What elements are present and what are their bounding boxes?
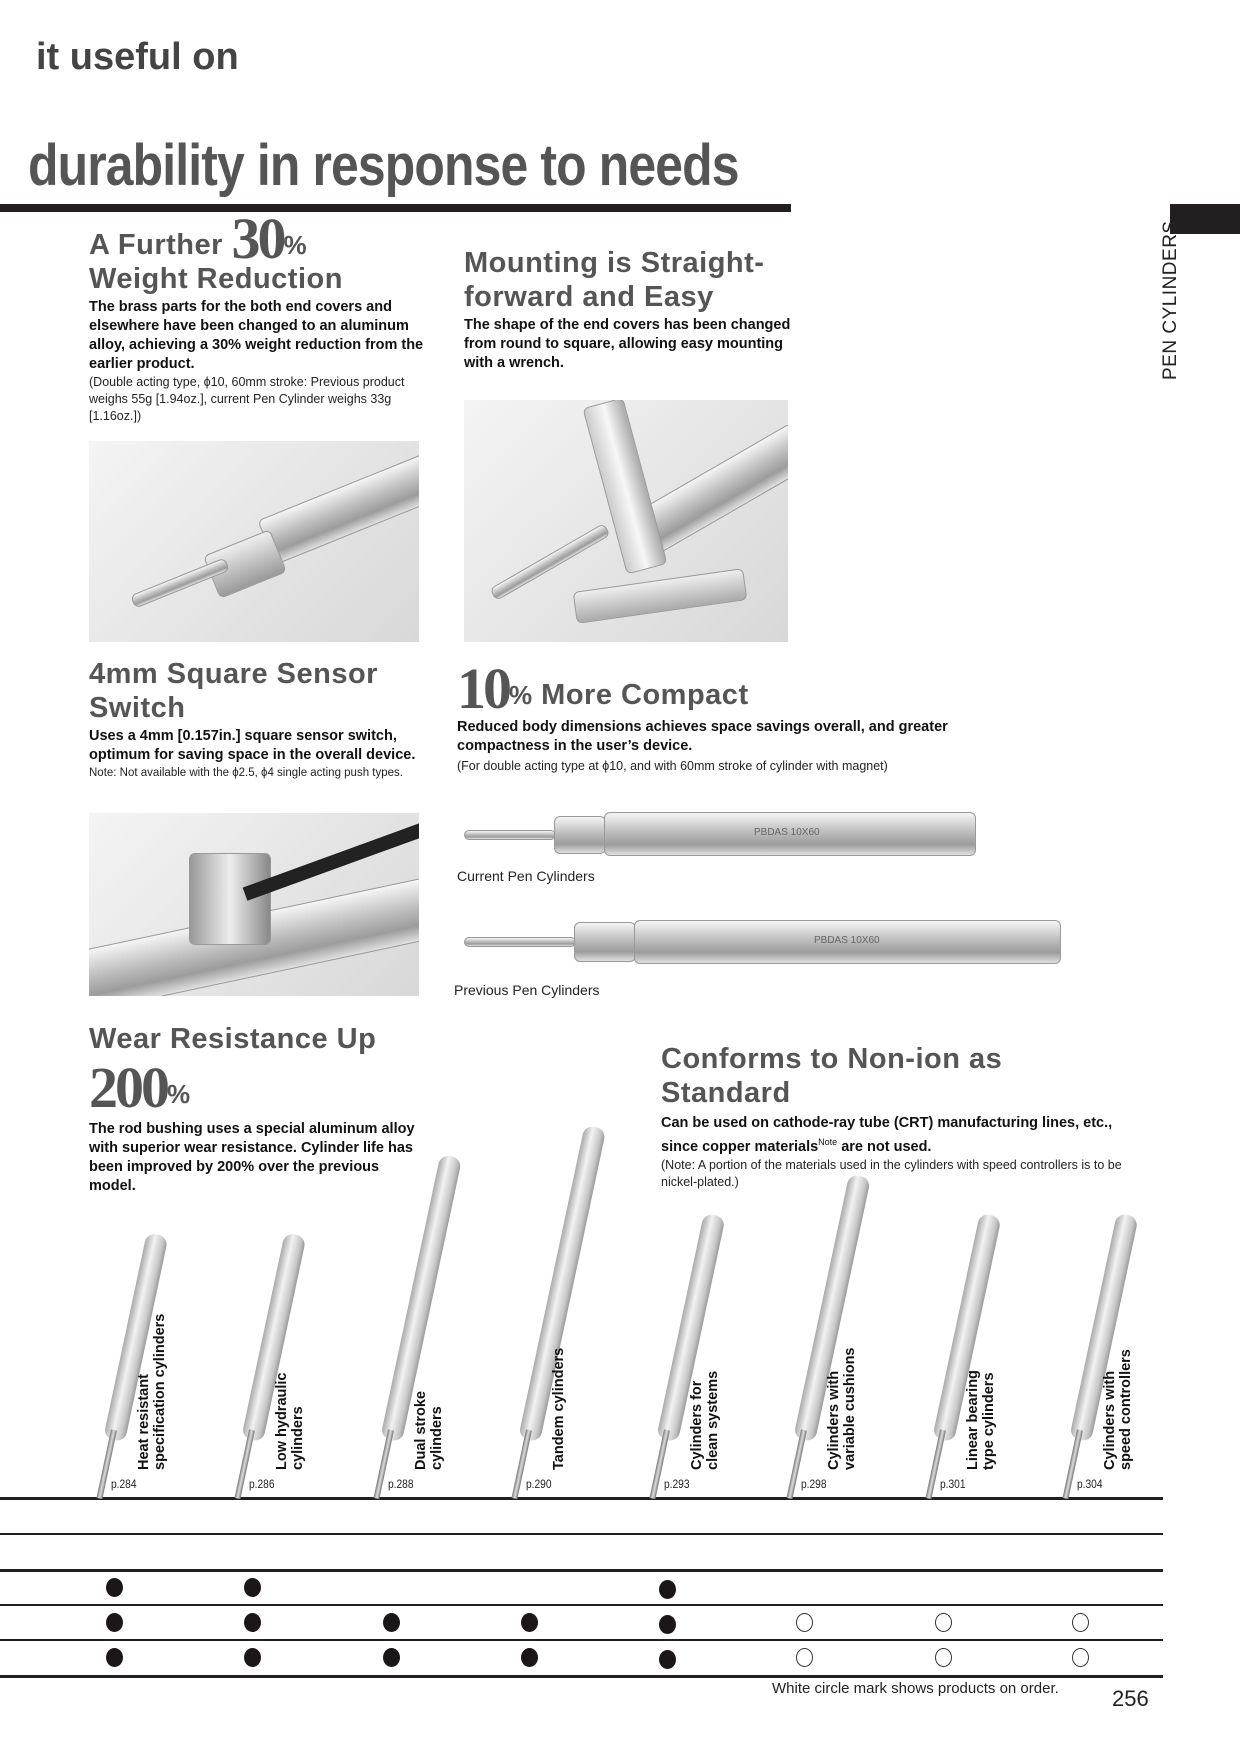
body-text: are not used. bbox=[837, 1138, 932, 1155]
heading-line2: forward and Easy bbox=[464, 281, 714, 313]
cylinder-marking: PBDAS 10X60 bbox=[754, 827, 820, 838]
product-page-ref[interactable]: p.290 bbox=[526, 1477, 552, 1491]
section-body: The brass parts for the both end covers and elsewhere have been changed to an aluminum alloy, achieving a 30% weight reduction from the earlier product. bbox=[89, 299, 424, 372]
section-heading bbox=[457, 656, 1017, 721]
section-body: Reduced body dimensions achieves space savings overall, and greater compactness in the user’s device. bbox=[457, 719, 948, 754]
filled-circle-icon bbox=[383, 1613, 400, 1632]
section-sensor bbox=[89, 657, 429, 782]
section-heading: Conforms to Non-ion as Standard bbox=[661, 1043, 1003, 1109]
section-body: Uses a 4mm [0.157in.] square sensor switch, optimum for saving space in the overall device. bbox=[89, 728, 416, 763]
heading-line2: Weight Reduction bbox=[89, 263, 343, 295]
product-name[interactable] bbox=[1102, 1349, 1134, 1470]
section-body: The rod bushing uses a special aluminum alloy with superior wear resistance. Cylinder life has been improved by 200% over the previous model. bbox=[89, 1121, 415, 1194]
open-circle-icon bbox=[796, 1648, 813, 1667]
product-name-line1: Dual stroke bbox=[413, 1391, 429, 1470]
product-name-line1: Linear bearing bbox=[965, 1370, 981, 1470]
product-name-line1: Heat resistant bbox=[136, 1374, 152, 1470]
product-name[interactable] bbox=[413, 1391, 445, 1470]
filled-circle-icon bbox=[659, 1650, 676, 1669]
previous-cylinders-label: Previous Pen Cylinders bbox=[454, 982, 600, 998]
product-name[interactable] bbox=[274, 1373, 306, 1471]
section-mounting bbox=[464, 246, 804, 373]
heading-number: 200 bbox=[89, 1055, 167, 1120]
top-title: it useful on bbox=[36, 36, 239, 78]
product-name[interactable] bbox=[551, 1348, 567, 1470]
cylinder-marking: PBDAS 10X60 bbox=[814, 935, 880, 946]
table-rule bbox=[0, 1639, 1163, 1641]
product-page-ref[interactable]: p.304 bbox=[1077, 1477, 1103, 1491]
filled-circle-icon bbox=[244, 1578, 261, 1597]
side-tab-label: PEN CYLINDERS bbox=[1160, 220, 1181, 380]
filled-circle-icon bbox=[244, 1648, 261, 1667]
product-name-line2: speed controllers bbox=[1118, 1349, 1134, 1470]
heading-line1: Mounting is Straight- bbox=[464, 247, 765, 279]
product-page-ref[interactable]: p.301 bbox=[940, 1477, 966, 1491]
product-name-line2: clean systems bbox=[705, 1370, 721, 1470]
product-name-line1: Cylinders for bbox=[689, 1380, 705, 1470]
heading-number: 10 bbox=[457, 656, 509, 721]
open-circle-icon bbox=[935, 1613, 952, 1632]
filled-circle-icon bbox=[106, 1648, 123, 1667]
section-weight bbox=[89, 206, 429, 425]
section-heading bbox=[89, 206, 429, 271]
product-name-line2: specification cylinders bbox=[152, 1313, 168, 1470]
heading-line1: Wear Resistance Up bbox=[89, 1023, 377, 1055]
product-name[interactable] bbox=[965, 1370, 997, 1470]
heading-percent: % bbox=[167, 1079, 191, 1109]
heading-text: A Further bbox=[89, 229, 232, 261]
section-heading bbox=[89, 1055, 429, 1120]
page-number: 256 bbox=[1112, 1686, 1149, 1711]
body-superscript: Note bbox=[818, 1137, 838, 1147]
product-page-ref[interactable]: p.284 bbox=[111, 1477, 137, 1491]
section-note: (For double acting type at ϕ10, and with 60mm stroke of cylinder with magnet) bbox=[457, 759, 888, 773]
current-cylinder-image bbox=[464, 810, 1014, 858]
heading-line2: Switch bbox=[89, 692, 186, 724]
section-note: (Note: A portion of the materials used in the cylinders with speed controllers is to be nickel-plated.) bbox=[661, 1157, 1122, 1189]
section-body: The shape of the end covers has been changed from round to square, allowing easy mounting with a wrench. bbox=[464, 317, 791, 371]
filled-circle-icon bbox=[106, 1613, 123, 1632]
footer-note: White circle mark shows products on order. bbox=[772, 1680, 1059, 1697]
open-circle-icon bbox=[935, 1648, 952, 1667]
section-body bbox=[661, 1114, 1131, 1157]
section-compact bbox=[457, 656, 1017, 775]
title-rule bbox=[0, 204, 791, 212]
sensor-photo bbox=[89, 813, 419, 996]
filled-circle-icon bbox=[383, 1648, 400, 1667]
product-page-ref[interactable]: p.288 bbox=[388, 1477, 414, 1491]
table-rule bbox=[0, 1533, 1163, 1535]
body-text: Can be used on cathode-ray tube (CRT) manufacturing lines, etc., since copper materials bbox=[661, 1115, 1113, 1155]
table-rule bbox=[0, 1675, 1163, 1678]
product-name-line2: cylinders bbox=[429, 1406, 445, 1470]
table-rule bbox=[0, 1497, 1163, 1500]
product-page-ref[interactable]: p.298 bbox=[801, 1477, 827, 1491]
previous-cylinder-image bbox=[464, 916, 1064, 966]
open-circle-icon bbox=[796, 1613, 813, 1632]
main-title: durability in response to needs bbox=[28, 133, 739, 198]
open-circle-icon bbox=[1072, 1648, 1089, 1667]
weight-photo bbox=[89, 441, 419, 642]
product-page-ref[interactable]: p.286 bbox=[249, 1477, 275, 1491]
product-name-line1: Cylinders with bbox=[826, 1370, 842, 1470]
table-rule bbox=[0, 1569, 1163, 1572]
product-name[interactable] bbox=[136, 1314, 168, 1470]
section-nonion bbox=[661, 1042, 1131, 1191]
section-note: Note: Not available with the ϕ2.5, ϕ4 single acting push types. bbox=[89, 767, 403, 779]
product-page-ref[interactable]: p.293 bbox=[664, 1477, 690, 1491]
heading-number: 30 bbox=[231, 206, 284, 271]
current-cylinders-label: Current Pen Cylinders bbox=[457, 868, 595, 884]
filled-circle-icon bbox=[659, 1580, 676, 1599]
heading-line1: 4mm Square Sensor bbox=[89, 658, 378, 690]
mounting-photo bbox=[464, 400, 788, 642]
filled-circle-icon bbox=[521, 1648, 538, 1667]
filled-circle-icon bbox=[244, 1613, 261, 1632]
section-note: (Double acting type, ϕ10, 60mm stroke: Previous product weighs 55g [1.94oz.], current Pen Cylinder weighs 33g [1.16oz.]) bbox=[89, 375, 405, 423]
open-circle-icon bbox=[1072, 1613, 1089, 1632]
heading-percent: % bbox=[509, 680, 533, 710]
product-name-line1: Cylinders with bbox=[1102, 1370, 1118, 1470]
table-rule bbox=[0, 1604, 1163, 1606]
filled-circle-icon bbox=[659, 1615, 676, 1634]
product-name-line2: variable cushions bbox=[842, 1347, 858, 1470]
filled-circle-icon bbox=[106, 1578, 123, 1597]
heading-text: More Compact bbox=[532, 679, 749, 711]
product-name[interactable] bbox=[826, 1348, 858, 1471]
product-name-line2: cylinders bbox=[290, 1406, 306, 1470]
filled-circle-icon bbox=[521, 1613, 538, 1632]
product-name-line1: Low hydraulic bbox=[274, 1372, 290, 1470]
section-wear bbox=[89, 1022, 429, 1196]
heading-percent: % bbox=[283, 230, 308, 260]
product-name-line2: type cylinders bbox=[981, 1372, 997, 1470]
product-name[interactable] bbox=[689, 1371, 721, 1470]
product-name-line1: Tandem cylinders bbox=[551, 1347, 567, 1470]
